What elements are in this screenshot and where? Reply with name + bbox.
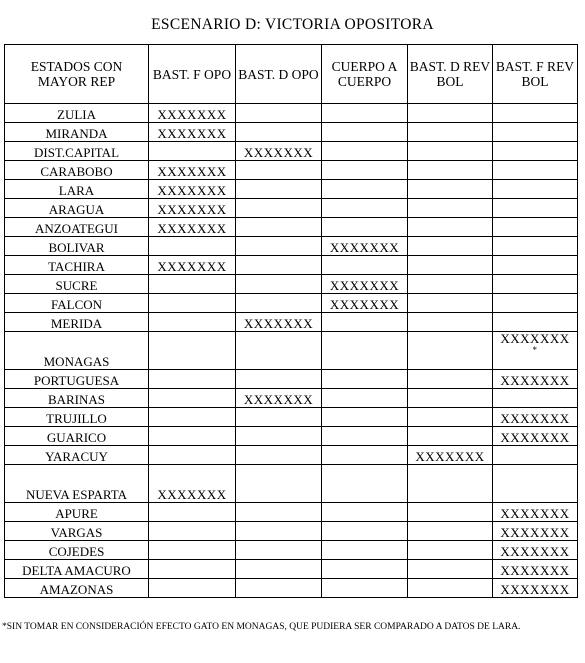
mark-cell: XXXXXXX — [236, 142, 322, 161]
mark-cell — [322, 370, 408, 389]
mark-cell — [322, 180, 408, 199]
table-row — [5, 256, 578, 275]
state-name-cell: CARABOBO — [5, 161, 149, 180]
mark-cell: XXXXXXX — [322, 275, 408, 294]
mark-cell — [408, 503, 493, 522]
mark-cell — [408, 541, 493, 560]
mark-cell: XXXXXXX — [149, 256, 236, 275]
state-name-cell: MERIDA — [5, 313, 149, 332]
table-row — [5, 465, 578, 503]
mark-cell: XXXXXXX — [236, 313, 322, 332]
table-row — [5, 142, 578, 161]
footnote-marker: * — [532, 345, 538, 355]
table-row — [5, 579, 578, 598]
mark-cell — [408, 294, 493, 313]
state-name-cell: DELTA AMACURO — [5, 560, 149, 579]
state-name-cell: ZULIA — [5, 104, 149, 123]
mark-cell — [236, 370, 322, 389]
table-row — [5, 218, 578, 237]
mark-cell: XXXXXXX — [493, 522, 578, 541]
mark-cell — [236, 199, 322, 218]
table-row — [5, 199, 578, 218]
mark-cell — [322, 465, 408, 503]
state-name-cell: BARINAS — [5, 389, 149, 408]
mark-cell — [236, 579, 322, 598]
mark-cell — [408, 408, 493, 427]
mark-cell — [236, 218, 322, 237]
state-name-cell: PORTUGUESA — [5, 370, 149, 389]
mark-cell — [236, 541, 322, 560]
mark-cell — [322, 161, 408, 180]
table-row — [5, 522, 578, 541]
mark-cell — [236, 237, 322, 256]
footnote: *SIN TOMAR EN CONSIDERACIÓN EFECTO GATO EN MONAGAS, QUE PUDIERA SER COMPARADO A DATOS DE LARA. — [2, 622, 521, 632]
mark-cell — [493, 465, 578, 503]
mark-cell: XXXXXXX — [322, 237, 408, 256]
mark-cell — [236, 294, 322, 313]
mark-value: XXXXXXX — [500, 331, 570, 346]
mark-cell: XXXXXXX — [408, 446, 493, 465]
table-row — [5, 313, 578, 332]
mark-cell — [322, 446, 408, 465]
column-header: BAST. F REV BOL — [493, 45, 578, 104]
table-row — [5, 332, 578, 370]
table-row — [5, 275, 578, 294]
mark-cell — [493, 142, 578, 161]
mark-cell: XXXXXXX — [493, 579, 578, 598]
column-header: BAST. F OPO — [149, 45, 236, 104]
page-title: ESCENARIO D: VICTORIA OPOSITORA — [151, 16, 434, 33]
mark-cell — [493, 218, 578, 237]
mark-cell — [236, 427, 322, 446]
state-name-cell: AMAZONAS — [5, 579, 149, 598]
mark-cell — [322, 389, 408, 408]
state-name-cell: FALCON — [5, 294, 149, 313]
mark-cell — [236, 275, 322, 294]
mark-cell — [322, 503, 408, 522]
table-row — [5, 408, 578, 427]
mark-cell — [322, 104, 408, 123]
mark-cell — [149, 313, 236, 332]
mark-cell — [236, 332, 322, 370]
mark-cell — [322, 313, 408, 332]
mark-cell — [236, 446, 322, 465]
state-name-cell: ARAGUA — [5, 199, 149, 218]
table-row — [5, 180, 578, 199]
mark-cell: XXXXXXX — [236, 389, 322, 408]
mark-cell — [493, 199, 578, 218]
mark-cell — [408, 275, 493, 294]
table-row — [5, 541, 578, 560]
mark-cell — [149, 503, 236, 522]
mark-cell — [322, 408, 408, 427]
mark-cell — [236, 560, 322, 579]
mark-cell: XXXXXXX — [493, 370, 578, 389]
table-row — [5, 503, 578, 522]
mark-cell — [322, 332, 408, 370]
mark-cell — [493, 161, 578, 180]
mark-cell — [149, 142, 236, 161]
mark-cell: XXXXXXX — [149, 161, 236, 180]
table-row — [5, 560, 578, 579]
mark-cell — [322, 199, 408, 218]
mark-cell — [149, 275, 236, 294]
table-row — [5, 123, 578, 142]
mark-cell — [149, 541, 236, 560]
state-name-cell: GUARICO — [5, 427, 149, 446]
mark-cell — [493, 104, 578, 123]
table-row — [5, 427, 578, 446]
mark-cell — [408, 427, 493, 446]
mark-cell: XXXXXXX — [322, 294, 408, 313]
mark-cell — [493, 332, 578, 370]
mark-cell — [322, 579, 408, 598]
mark-cell — [408, 161, 493, 180]
mark-cell — [149, 522, 236, 541]
mark-cell — [149, 332, 236, 370]
state-name-cell: TACHIRA — [5, 256, 149, 275]
state-name-cell: ANZOATEGUI — [5, 218, 149, 237]
mark-cell — [149, 237, 236, 256]
column-header: BAST. D OPO — [236, 45, 322, 104]
mark-cell — [322, 560, 408, 579]
mark-cell — [408, 104, 493, 123]
mark-cell — [408, 123, 493, 142]
mark-cell: XXXXXXX — [493, 427, 578, 446]
mark-cell — [408, 579, 493, 598]
mark-cell — [408, 313, 493, 332]
mark-cell — [236, 408, 322, 427]
state-name-cell: MONAGAS — [5, 332, 149, 370]
mark-cell — [236, 104, 322, 123]
mark-cell — [493, 294, 578, 313]
mark-cell — [493, 180, 578, 199]
mark-cell — [408, 218, 493, 237]
mark-cell — [322, 142, 408, 161]
mark-cell — [322, 123, 408, 142]
table-row — [5, 389, 578, 408]
mark-cell — [408, 370, 493, 389]
mark-cell — [149, 389, 236, 408]
table-row — [5, 294, 578, 313]
table-row — [5, 104, 578, 123]
mark-cell — [408, 237, 493, 256]
table-row — [5, 446, 578, 465]
mark-cell — [236, 465, 322, 503]
state-name-cell: MIRANDA — [5, 123, 149, 142]
table-row — [5, 370, 578, 389]
mark-cell — [149, 370, 236, 389]
mark-cell: XXXXXXX — [149, 104, 236, 123]
state-name-cell: YARACUY — [5, 446, 149, 465]
mark-cell — [149, 579, 236, 598]
mark-cell — [322, 427, 408, 446]
mark-cell — [493, 123, 578, 142]
mark-cell — [236, 503, 322, 522]
state-name-cell: APURE — [5, 503, 149, 522]
mark-cell: XXXXXXX — [149, 123, 236, 142]
scenario-table — [4, 44, 578, 598]
state-name-cell: BOLIVAR — [5, 237, 149, 256]
mark-cell: XXXXXXX — [149, 199, 236, 218]
mark-cell: XXXXXXX — [149, 465, 236, 503]
mark-cell — [493, 389, 578, 408]
mark-cell — [493, 237, 578, 256]
mark-cell — [493, 256, 578, 275]
mark-cell — [322, 256, 408, 275]
mark-cell — [408, 142, 493, 161]
mark-cell — [236, 522, 322, 541]
state-name-cell: VARGAS — [5, 522, 149, 541]
mark-cell: XXXXXXX — [493, 541, 578, 560]
column-header: CUERPO A CUERPO — [322, 45, 408, 104]
table-row — [5, 161, 578, 180]
state-name-cell: COJEDES — [5, 541, 149, 560]
column-header: BAST. D REV BOL — [408, 45, 493, 104]
state-name-cell: TRUJILLO — [5, 408, 149, 427]
table-row — [5, 237, 578, 256]
mark-cell — [149, 560, 236, 579]
mark-cell — [149, 408, 236, 427]
mark-cell — [322, 541, 408, 560]
mark-cell — [493, 313, 578, 332]
mark-cell: XXXXXXX — [493, 408, 578, 427]
state-name-cell: SUCRE — [5, 275, 149, 294]
mark-cell — [408, 180, 493, 199]
mark-cell — [408, 199, 493, 218]
mark-cell — [493, 446, 578, 465]
mark-cell — [236, 180, 322, 199]
mark-cell — [408, 256, 493, 275]
column-header: ESTADOS CON MAYOR REP — [5, 45, 149, 104]
mark-cell — [408, 465, 493, 503]
mark-cell — [408, 522, 493, 541]
mark-cell — [322, 522, 408, 541]
mark-cell — [236, 161, 322, 180]
mark-cell — [236, 123, 322, 142]
mark-cell — [322, 218, 408, 237]
state-name-cell: DIST.CAPITAL — [5, 142, 149, 161]
header-row — [5, 45, 578, 104]
state-name-cell: NUEVA ESPARTA — [5, 465, 149, 503]
mark-cell: XXXXXXX — [493, 503, 578, 522]
state-name-cell: LARA — [5, 180, 149, 199]
mark-cell — [149, 294, 236, 313]
mark-cell — [149, 427, 236, 446]
mark-cell — [408, 389, 493, 408]
mark-cell — [149, 446, 236, 465]
mark-cell: XXXXXXX — [149, 180, 236, 199]
mark-cell: XXXXXXX — [149, 218, 236, 237]
mark-cell: XXXXXXX — [493, 560, 578, 579]
mark-cell — [408, 332, 493, 370]
mark-cell — [493, 275, 578, 294]
mark-cell — [408, 560, 493, 579]
mark-cell — [236, 256, 322, 275]
